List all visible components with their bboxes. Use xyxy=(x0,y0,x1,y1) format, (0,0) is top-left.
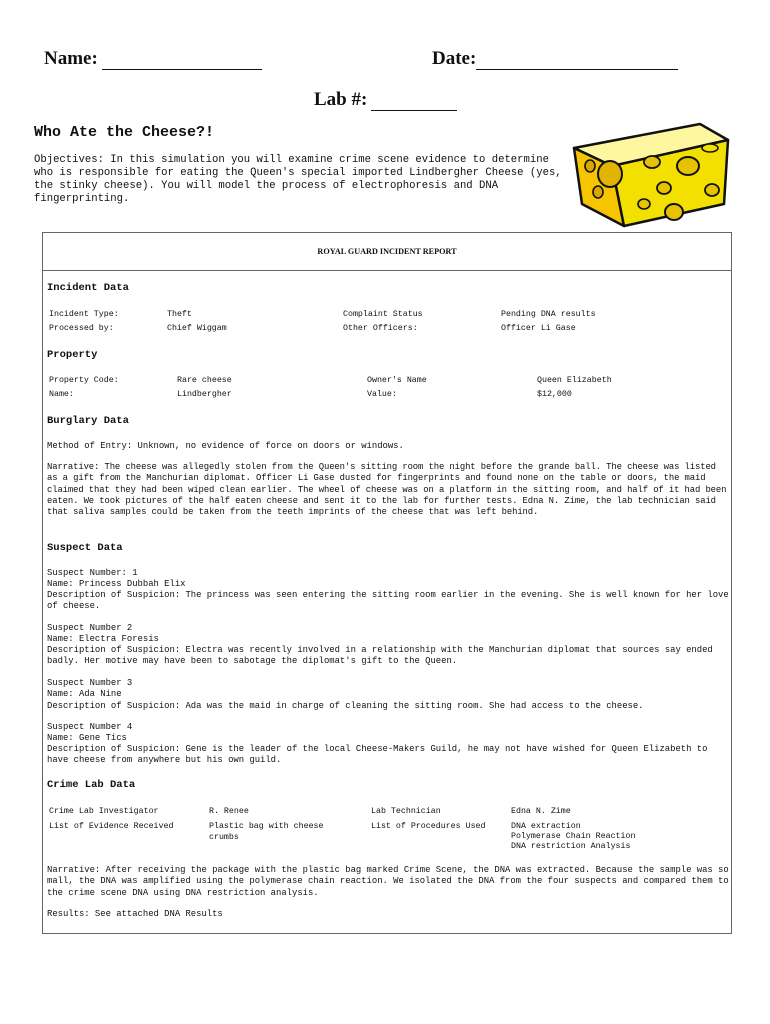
suspect-data-heading: Suspect Data xyxy=(47,542,123,554)
property-value-value: $12,000 xyxy=(537,390,572,399)
procedure-item: DNA extraction xyxy=(511,822,581,831)
burglary-narrative: Narrative: The cheese was allegedly stolen from the Queen's sitting room the night before the grande ball. The cheese was listed as a gift from the Manchurian diplomat. Officer Li Gase dusted for fingerprints and found none on the table or doors, the maid claimed that they had been wiped clean earlier. The wheel of cheese was on a platform in the sitting room, and half of it had been eaten. We took pictures of the half eaten cheese and sent it to the lab for further tests. Edna N. Zime, the lab technician said that saliva samples could be taken from the teeth imprints of the cheese that was left behind. xyxy=(47,462,727,518)
property-value-label: Value: xyxy=(367,390,397,399)
crime-lab-narrative: Narrative: After receiving the package with the plastic bag marked Crime Scene, the DNA was extracted. Because the sample was so mall, the DNA was amplified using the polymerase chain reaction. We isolated the DNA from the four suspects and compared them to the crime scene DNA using DNA restriction analysis. xyxy=(47,865,729,898)
suspect-number: Suspect Number: 1 xyxy=(47,568,138,578)
suspect-name: Name: Gene Tics xyxy=(47,733,127,743)
investigator-value: R. Renee xyxy=(209,807,249,816)
procedure-item: DNA restriction Analysis xyxy=(511,842,631,851)
page-title: Who Ate the Cheese?! xyxy=(34,124,215,141)
property-heading: Property xyxy=(47,349,98,361)
property-name-label: Name: xyxy=(49,390,74,399)
suspect-description: Description of Suspicion: Gene is the leader of the local Cheese-Makers Guild, he may not have wished for Queen Elizabeth to have cheese from anywhere but his own guild. xyxy=(47,744,708,766)
name-field[interactable] xyxy=(44,48,262,70)
owner-name-label: Owner's Name xyxy=(367,376,427,385)
report-heading: ROYAL GUARD INCIDENT REPORT xyxy=(43,233,731,271)
suspect-number: Suspect Number 4 xyxy=(47,722,133,732)
suspect-description: Description of Suspicion: Electra was recently involved in a relationship with the Manchurian diplomat that sources say ended badly. Her motive may have been to sabotage the diplomat's gift to the Queen. xyxy=(47,645,713,667)
processed-by-label: Processed by: xyxy=(49,324,114,333)
name-label: Name: xyxy=(44,48,98,69)
lab-number-label: Lab #: xyxy=(314,89,368,110)
suspect-name: Name: Ada Nine xyxy=(47,689,122,699)
cheese-icon xyxy=(560,120,740,232)
suspect-number: Suspect Number 3 xyxy=(47,678,133,688)
lab-number-field[interactable] xyxy=(314,89,457,111)
technician-label: Lab Technician xyxy=(371,807,441,816)
evidence-value: Plastic bag with cheese crumbs xyxy=(209,822,324,842)
property-code-value: Rare cheese xyxy=(177,376,232,385)
suspect-number: Suspect Number 2 xyxy=(47,623,133,633)
owner-name-value: Queen Elizabeth xyxy=(537,376,612,385)
procedures-label: List of Procedures Used xyxy=(371,822,486,831)
property-code-label: Property Code: xyxy=(49,376,119,385)
other-officers-label: Other Officers: xyxy=(343,324,418,333)
incident-report xyxy=(42,232,732,934)
name-blank-line xyxy=(102,53,262,70)
date-blank-line xyxy=(476,53,678,70)
processed-by-value: Chief Wiggam xyxy=(167,324,227,333)
burglary-data-heading: Burglary Data xyxy=(47,415,129,427)
lab-blank-line xyxy=(371,94,457,111)
incident-data-heading: Incident Data xyxy=(47,282,129,294)
technician-value: Edna N. Zime xyxy=(511,807,571,816)
crime-lab-results: Results: See attached DNA Results xyxy=(47,909,223,919)
date-label: Date: xyxy=(432,48,477,69)
crime-lab-data-heading: Crime Lab Data xyxy=(47,779,136,791)
date-field[interactable] xyxy=(432,48,678,70)
other-officers-value: Officer Li Gase xyxy=(501,324,576,333)
procedure-item: Polymerase Chain Reaction xyxy=(511,832,636,841)
method-of-entry: Method of Entry: Unknown, no evidence of force on doors or windows. xyxy=(47,441,404,451)
property-name-value: Lindbergher xyxy=(177,390,232,399)
objectives-text: Objectives: In this simulation you will examine crime scene evidence to determine who is responsible for eating the Queen's special imported Lindbergher Cheese (yes, the stinky cheese). You will model the process of electrophoresis and DNA fingerprinting. xyxy=(34,154,562,205)
complaint-status-value: Pending DNA results xyxy=(501,310,596,319)
suspect-description: Description of Suspicion: Ada was the maid in charge of cleaning the sitting room. She had access to the cheese. xyxy=(47,701,644,711)
evidence-label: List of Evidence Received xyxy=(49,822,174,831)
complaint-status-label: Complaint Status xyxy=(343,310,423,319)
suspect-name: Name: Electra Foresis xyxy=(47,634,159,644)
suspect-description: Description of Suspicion: The princess was seen entering the sitting room earlier in the evening. She is well known for her love of cheese. xyxy=(47,590,729,612)
suspect-name: Name: Princess Dubbah Elix xyxy=(47,579,186,589)
incident-type-label: Incident Type: xyxy=(49,310,119,319)
investigator-label: Crime Lab Investigator xyxy=(49,807,159,816)
incident-type-value: Theft xyxy=(167,310,192,319)
